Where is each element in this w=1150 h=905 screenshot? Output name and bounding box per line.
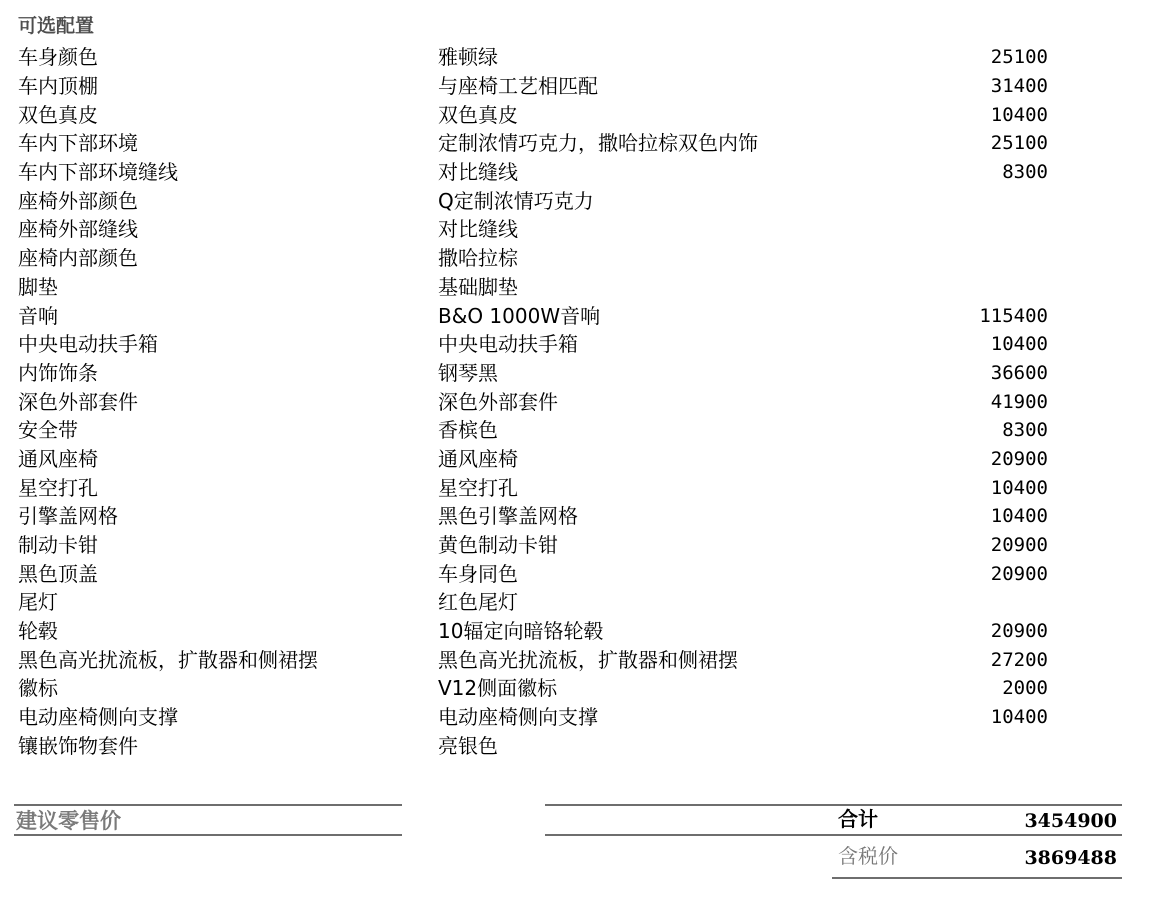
option-name: 内饰饰条 — [18, 360, 98, 385]
msrp-block — [14, 804, 402, 836]
option-price: 8300 — [1002, 419, 1048, 442]
option-price: 10400 — [990, 706, 1048, 729]
option-name: 黑色顶盖 — [18, 561, 98, 586]
option-row — [18, 732, 1058, 761]
tax-inclusive-value: 3869488 — [1024, 847, 1117, 869]
option-value: 定制浓情巧克力，撒哈拉棕双色内饰 — [438, 131, 758, 156]
option-price: 25100 — [990, 132, 1048, 155]
option-row — [18, 244, 1058, 273]
option-value: 电动座椅侧向支撑 — [438, 705, 598, 730]
option-row — [18, 588, 1058, 617]
option-name: 安全带 — [18, 418, 78, 443]
option-row — [18, 416, 1058, 445]
option-value: 通风座椅 — [438, 446, 518, 471]
option-row — [18, 158, 1058, 187]
option-row — [18, 72, 1058, 101]
option-value: Q定制浓情巧克力 — [438, 188, 594, 213]
option-name: 中央电动扶手箱 — [18, 332, 158, 357]
option-price: 10400 — [990, 333, 1048, 356]
option-row — [18, 186, 1058, 215]
option-row — [18, 43, 1058, 72]
option-row — [18, 359, 1058, 388]
option-name: 脚垫 — [18, 274, 58, 299]
option-value: 对比缝线 — [438, 160, 518, 185]
option-name: 引擎盖网格 — [18, 504, 118, 529]
option-value: 星空打孔 — [438, 475, 518, 500]
option-price: 41900 — [990, 390, 1048, 413]
option-value: 撒哈拉棕 — [438, 246, 518, 271]
option-name: 座椅外部缝线 — [18, 217, 138, 242]
total-divider-top — [545, 804, 1122, 806]
option-row — [18, 473, 1058, 502]
option-name: 电动座椅侧向支撑 — [18, 705, 178, 730]
option-value: B&O 1000W音响 — [438, 303, 601, 328]
option-name: 黑色高光扰流板，扩散器和侧裙摆 — [18, 647, 318, 672]
option-row — [18, 674, 1058, 703]
total-label: 合计 — [838, 807, 878, 831]
option-price: 10400 — [990, 103, 1048, 126]
option-price: 2000 — [1002, 677, 1048, 700]
option-row — [18, 502, 1058, 531]
option-value: 香槟色 — [438, 418, 498, 443]
section-title: 可选配置 — [18, 15, 95, 37]
option-name: 座椅外部颜色 — [18, 188, 138, 213]
option-value: 黑色引擎盖网格 — [438, 504, 578, 529]
option-price: 8300 — [1002, 161, 1048, 184]
option-name: 车内下部环境缝线 — [18, 160, 178, 185]
option-value: 红色尾灯 — [438, 590, 518, 615]
option-row — [18, 215, 1058, 244]
option-price: 20900 — [990, 620, 1048, 643]
option-value: 黄色制动卡钳 — [438, 533, 558, 558]
tax-divider-bottom — [832, 877, 1122, 879]
option-row — [18, 100, 1058, 129]
option-value: 基础脚垫 — [438, 274, 518, 299]
option-price: 31400 — [990, 75, 1048, 98]
option-price: 20900 — [990, 562, 1048, 585]
option-name: 座椅内部颜色 — [18, 246, 138, 271]
total-divider-middle — [545, 834, 1122, 836]
total-value: 3454900 — [1024, 810, 1117, 832]
option-name: 尾灯 — [18, 590, 58, 615]
option-value: 雅顿绿 — [438, 45, 498, 70]
option-row — [18, 301, 1058, 330]
tax-inclusive-label: 含税价 — [838, 844, 898, 868]
option-row — [18, 273, 1058, 302]
option-value: 10辐定向暗铬轮毂 — [438, 619, 604, 644]
option-value: 深色外部套件 — [438, 389, 558, 414]
option-row — [18, 445, 1058, 474]
option-price: 36600 — [990, 361, 1048, 384]
option-value: 对比缝线 — [438, 217, 518, 242]
option-price: 25100 — [990, 46, 1048, 69]
option-name: 深色外部套件 — [18, 389, 138, 414]
option-value: 亮银色 — [438, 733, 498, 758]
option-value: 与座椅工艺相匹配 — [438, 74, 598, 99]
option-value: V12侧面徽标 — [438, 676, 558, 701]
option-price: 10400 — [990, 505, 1048, 528]
option-value: 中央电动扶手箱 — [438, 332, 578, 357]
option-name: 车内顶棚 — [18, 74, 98, 99]
option-row — [18, 645, 1058, 674]
option-value: 车身同色 — [438, 561, 518, 586]
option-price: 27200 — [990, 648, 1048, 671]
option-row — [18, 617, 1058, 646]
option-price: 115400 — [979, 304, 1048, 327]
option-name: 星空打孔 — [18, 475, 98, 500]
option-name: 车身颜色 — [18, 45, 98, 70]
option-name: 制动卡钳 — [18, 533, 98, 558]
option-price: 10400 — [990, 476, 1048, 499]
option-value: 黑色高光扰流板，扩散器和侧裙摆 — [438, 647, 738, 672]
option-name: 双色真皮 — [18, 102, 98, 127]
option-row — [18, 387, 1058, 416]
option-name: 音响 — [18, 303, 58, 328]
option-price: 20900 — [990, 534, 1048, 557]
option-row — [18, 531, 1058, 560]
option-row — [18, 129, 1058, 158]
msrp-label: 建议零售价 — [16, 809, 121, 833]
option-value: 双色真皮 — [438, 102, 518, 127]
option-row — [18, 703, 1058, 732]
option-name: 通风座椅 — [18, 446, 98, 471]
option-name: 徽标 — [18, 676, 58, 701]
options-list — [18, 43, 1058, 760]
option-value: 钢琴黑 — [438, 360, 498, 385]
option-row — [18, 330, 1058, 359]
option-row — [18, 559, 1058, 588]
option-name: 轮毂 — [18, 619, 58, 644]
option-price: 20900 — [990, 447, 1048, 470]
option-name: 镶嵌饰物套件 — [18, 733, 138, 758]
option-name: 车内下部环境 — [18, 131, 138, 156]
